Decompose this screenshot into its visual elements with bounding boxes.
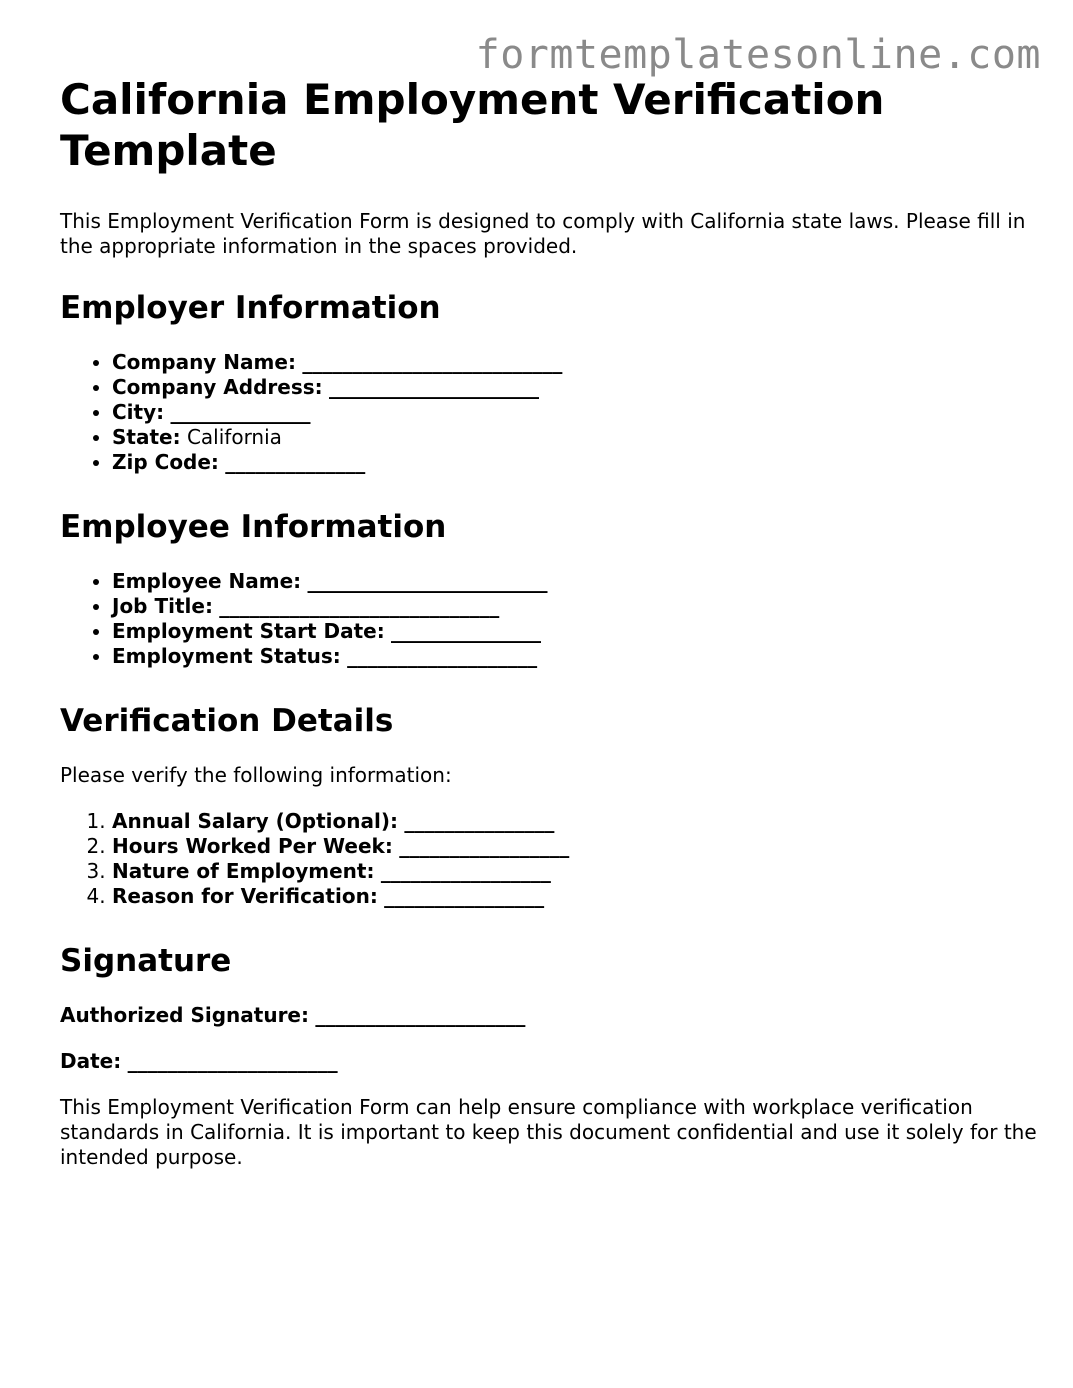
verification-note: Please verify the following information: (60, 763, 452, 787)
field-blank: _________________ (380, 859, 551, 883)
field-label: Annual Salary (Optional): (112, 809, 398, 833)
field-blank: ________________________ (307, 569, 548, 593)
verification-heading: Verification Details (60, 703, 394, 739)
field-label: Hours Worked Per Week: (112, 834, 393, 858)
signature-heading: Signature (60, 943, 232, 979)
field-blank: _______________ (391, 619, 542, 643)
field-label: Nature of Employment: (112, 859, 375, 883)
page-title: California Employment Verification Template (60, 75, 885, 175)
field-label: Reason for Verification: (112, 884, 378, 908)
watermark: formtemplatesonline.com (475, 32, 1041, 78)
list-item (112, 809, 1040, 834)
list-item (112, 834, 1040, 859)
employee-list (60, 569, 1040, 669)
list-item (112, 619, 1040, 644)
field-blank: ____________________________ (219, 594, 500, 618)
list-item (112, 594, 1040, 619)
field-label: City: (112, 400, 165, 424)
field-label: Employment Start Date: (112, 619, 385, 643)
list-item (112, 350, 1040, 375)
document-page (60, 74, 1040, 1170)
authorized-signature-line (60, 1003, 1040, 1028)
field-label: State: (112, 425, 181, 449)
employee-heading: Employee Information (60, 509, 447, 545)
field-blank: ______________ (170, 400, 311, 424)
list-item (112, 425, 1040, 450)
field-label: Job Title: (112, 594, 213, 618)
employer-heading: Employer Information (60, 290, 441, 326)
field-label: Authorized Signature: (60, 1003, 309, 1027)
employer-list (60, 350, 1040, 475)
list-item (112, 644, 1040, 669)
field-blank: _____________________ (329, 375, 540, 399)
field-label: Date: (60, 1049, 122, 1073)
field-blank: _____________________ (315, 1003, 526, 1027)
date-line (60, 1049, 1040, 1074)
field-label: Company Name: (112, 350, 296, 374)
field-label: Zip Code: (112, 450, 219, 474)
field-blank: ________________ (384, 884, 545, 908)
field-value: California (186, 425, 282, 449)
verification-list (60, 809, 1040, 909)
list-item (112, 859, 1040, 884)
intro-paragraph: This Employment Verification Form is designed to comply with California state laws. Please fill in the appropriate information in the spaces provided. (60, 209, 1026, 258)
list-item (112, 450, 1040, 475)
list-item (112, 400, 1040, 425)
list-item (112, 375, 1040, 400)
field-blank: __________________________ (302, 350, 563, 374)
field-label: Employee Name: (112, 569, 302, 593)
list-item (112, 884, 1040, 909)
field-label: Employment Status: (112, 644, 341, 668)
closing-paragraph: This Employment Verification Form can help ensure compliance with workplace verification standards in California. It is important to keep this document confidential and use it solely for the intended purpose. (60, 1095, 1037, 1169)
list-item (112, 569, 1040, 594)
field-blank: ___________________ (347, 644, 538, 668)
field-blank: _________________ (399, 834, 570, 858)
field-blank: ______________ (225, 450, 366, 474)
field-blank: _____________________ (127, 1049, 338, 1073)
field-blank: _______________ (404, 809, 555, 833)
field-label: Company Address: (112, 375, 323, 399)
